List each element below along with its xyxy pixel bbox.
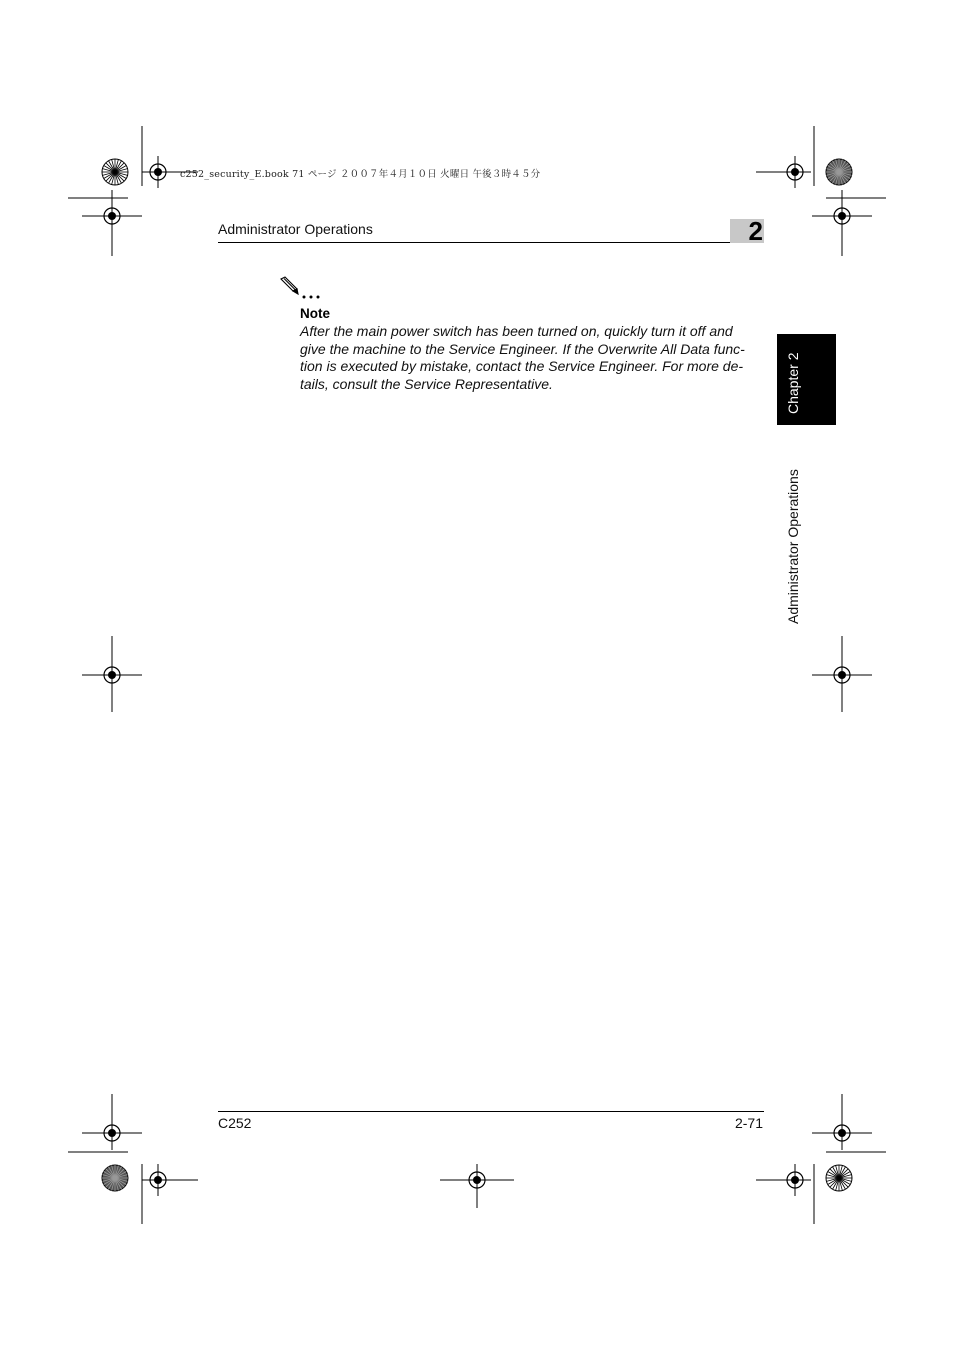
color-registration-icon	[102, 159, 128, 185]
note-body	[300, 323, 766, 394]
registration-target-icon	[142, 156, 174, 188]
note-line: After the main power switch has been turned on, quickly turn it off and	[300, 323, 733, 339]
registration-target-icon	[779, 1164, 811, 1196]
footer-rule	[218, 1111, 764, 1112]
side-section-label: Administrator Operations	[785, 469, 801, 624]
print-slug: c252_security_E.book 71 ページ ２００７年４月１０日 火曜日 午後３時４５分	[180, 169, 541, 180]
pencil-note-icon	[279, 276, 327, 302]
registration-target-icon	[142, 1164, 174, 1196]
side-tab-chapter-label: Chapter 2	[785, 352, 801, 414]
chapter-number: 2	[748, 216, 763, 246]
note-line: tails, consult the Service Representative.	[300, 376, 553, 393]
registration-target-icon	[826, 1117, 858, 1149]
header-rule	[218, 242, 764, 243]
registration-target-icon	[461, 1164, 493, 1196]
note-line: tion is executed by mistake, contact the Service Engineer. For more de-	[300, 358, 744, 375]
registration-target-icon	[96, 659, 128, 691]
registration-target-icon	[826, 659, 858, 691]
registration-target-icon	[96, 1117, 128, 1149]
chapter-number-box	[730, 216, 764, 246]
color-registration-icon	[826, 1165, 852, 1191]
footer-model: C252	[218, 1115, 252, 1131]
color-registration-icon	[826, 159, 852, 185]
registration-target-icon	[96, 200, 128, 232]
note-title: Note	[300, 306, 330, 321]
color-registration-icon	[102, 1165, 128, 1191]
registration-target-icon	[779, 156, 811, 188]
footer-page-number: 2-71	[734, 1115, 763, 1131]
running-header-title: Administrator Operations	[218, 221, 373, 237]
note-line: give the machine to the Service Engineer. If the Overwrite All Data func-	[300, 340, 745, 357]
registration-target-icon	[826, 200, 858, 232]
